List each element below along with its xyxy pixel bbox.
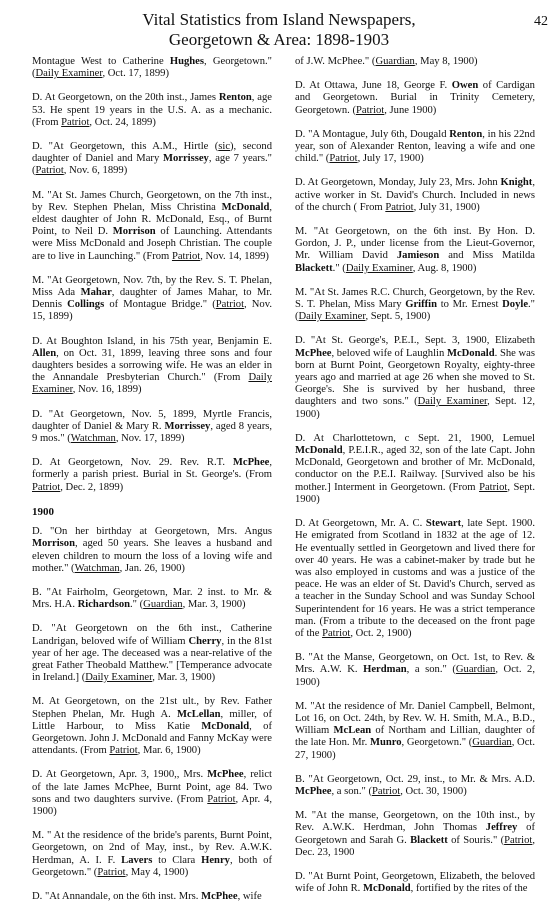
entry-source: Watchman <box>74 562 120 574</box>
entry-source: Patriot <box>109 745 138 757</box>
page-title <box>0 10 558 50</box>
entry-text: D. "At Georgetown, Nov. 5, 1899, Myrtle Francis, daughter of Daniel & Mary R. <box>32 408 272 432</box>
entry <box>295 129 535 166</box>
entry-text: M. "At Georgetown, Nov. 7th, by the Rev. S. T. Phelan, Miss Ada <box>32 274 272 299</box>
entry <box>32 457 272 494</box>
entry-text: , Sept. 12, 1900) <box>295 396 536 420</box>
entry-surname: McPhee <box>207 769 244 781</box>
entry-text: M. "At the manse, Georgetown, on the 10th inst., by Rev. A.W.K. Herdman, John Thomas <box>295 810 535 834</box>
entry-text: of Northam and Lillian, daughter of the late Hon. Mr. <box>295 725 535 749</box>
entry-text: , Nov. 6, 1899) <box>63 165 128 177</box>
entry <box>32 769 272 818</box>
entry-text: , fortified by the rites of the <box>410 883 528 895</box>
entry-text: , July 17, 1900) <box>357 153 424 165</box>
entry-text: D. "At Annandale, on the 6th inst. Mrs. <box>32 890 202 902</box>
entry-surname: Doyle <box>502 299 529 311</box>
entry-text: , beloved wife of Laughlin <box>331 347 447 359</box>
entry-surname: Owen <box>451 80 479 92</box>
entry-text: D. "At Georgetown on the 6th inst., Catherine Landrigan, beloved wife of William <box>32 623 272 647</box>
entry-text: , on Oct. 31, 1899, leaving three sons and four daughters besides a sorrowing wife. He was an elder in the Annandale Presbyterian Church." (From <box>32 347 272 384</box>
left-entries <box>32 56 272 494</box>
entry-text: D. At Georgetown, Nov. 29. Rev. R.T. <box>32 457 233 469</box>
entry-text: , Apr. 4, 1900) <box>32 793 272 817</box>
entry-surname: McLean <box>333 725 372 737</box>
entry <box>295 810 535 859</box>
entry-text: D. At Georgetown, Mr. A. C. <box>295 518 426 530</box>
entry-surname: McDonald <box>201 720 250 732</box>
entry-text: , late Sept. 1900. He emigrated from Scotland in 1832 at the age of 12. He eventually settled in Georgetown and lived there for over 40 years. He was a cabinet-maker by trade but he was also employed in customs and was a justice of the peace. He was an elder of St. David's Church, served as a teacher in the Sunday School and was Sunday School Superintendent for 16 years. He was a strict temperance man. (From a tribute to the deceased on the front page of the <box>295 518 535 639</box>
entry <box>32 141 272 178</box>
entry-text: of Montague Bridge." ( <box>104 299 216 311</box>
entry-surname: McPhee <box>295 347 332 359</box>
entry-surname: Allen <box>32 347 57 359</box>
entry <box>32 696 272 757</box>
entry-text: , Nov. 15, 1899) <box>32 299 272 323</box>
entry-source: Patriot <box>479 481 508 493</box>
entry <box>32 830 272 879</box>
entry-surname: Mahar <box>80 287 112 299</box>
entry-text: ." ( <box>130 599 144 611</box>
entry-text: , Georgetown." ( <box>401 737 473 749</box>
entry-text: , miller, of Little Harbour, to Miss Katie <box>32 708 272 732</box>
entry-surname: Jamieson <box>396 250 440 262</box>
entry-text: , Oct. 2, 1900) <box>350 627 412 639</box>
entry-source: Patriot <box>371 785 401 797</box>
entry-text: , Dec. 2, 1899) <box>60 481 124 493</box>
entry-surname: Blackett <box>295 262 333 274</box>
entry-text: , wife <box>237 890 262 902</box>
entry-text: , Sept. 1900) <box>295 481 535 505</box>
entry-text: , age 53. He spent 19 years in the U.S. A. as a mechanic. (From <box>32 92 272 128</box>
entry-source: Guardian <box>375 56 415 67</box>
entry-text: D. "At Georgetown, this A.M., Hirtle ( <box>32 141 219 153</box>
entry-surname: Morrison <box>112 226 156 238</box>
entry <box>295 177 535 214</box>
entry-source: Daily Examiner <box>417 396 488 408</box>
entry-surname: Henry <box>201 854 230 866</box>
entry-text: , July 31, 1900) <box>413 201 480 213</box>
entry-surname: Stewart <box>425 518 462 530</box>
entry <box>295 287 535 324</box>
entry <box>295 774 535 798</box>
entry-text: , May 8, 1900) <box>414 56 478 67</box>
entry-text: of Launching. Attendants were Miss McDonald and Joseph Christian. The couple are to live in Launching." (From <box>32 226 272 262</box>
entry-source: Watchman <box>70 433 116 445</box>
entry-text: of J.W. McPhee." ( <box>295 56 376 67</box>
entry-text: of Georgetown and Sarah G. <box>295 822 535 846</box>
entry-source: Daily Examiner <box>32 372 272 396</box>
entry <box>295 871 535 895</box>
entry-surname: Lavers <box>121 854 153 866</box>
entry-text: , P.E.I.R., aged 32, son of the late Capt. John McDonald, Georgetown and brother of Mr. McDonald, conductor on the P.E.I. Railway. [Survived also be his mother.] Interment in Georgetown. (From <box>295 445 535 493</box>
entry-text: , Georgetown." ( <box>32 56 272 80</box>
entry-surname: Morrissey <box>164 420 211 432</box>
entry-source: Patriot <box>385 201 414 213</box>
entry-source: Daily Examiner <box>85 672 153 684</box>
title-line-1: Vital Statistics from Island Newspapers, <box>142 10 416 29</box>
entry-surname: Knight <box>500 177 533 189</box>
entry-text: M. "At Georgetown, on the 6th inst. By Hon. D. Gordon, J. P., under license from the Lieut-Governor, Mr. William David <box>295 226 535 262</box>
entry-text: , active worker in St. David's Church. Included in news of the church ( From <box>295 177 535 213</box>
entry-text: , a son." ( <box>331 785 372 797</box>
entry-text: , Jan. 26, 1900) <box>119 562 185 574</box>
entry-text: Montague West to Catherine <box>32 56 170 67</box>
entry-text: , aged 8 years, 9 mos." ( <box>32 420 272 445</box>
entry <box>295 652 535 689</box>
entry-source: Patriot <box>207 793 236 805</box>
entry-text: , formerly a parish priest. Burial in St. George's. (From <box>32 457 272 481</box>
year-heading: 1900 <box>32 505 54 518</box>
entry-source: Patriot <box>356 104 385 116</box>
entry-source: Patriot <box>504 834 533 846</box>
entry-text: , both of Georgetown." ( <box>32 854 272 878</box>
entry <box>32 409 272 446</box>
entry <box>295 518 535 640</box>
entry-surname: Morrison <box>32 538 75 550</box>
entry-text: D. At Georgetown, on the 20th inst., James <box>32 92 219 104</box>
entry-text: B. "At the Manse, Georgetown, on Oct. 1st, to Rev. & Mrs. A.W. K. <box>295 652 535 676</box>
entry-text: M. "At St. James R.C. Church, Georgetown, by the Rev. S. T. Phelan, Miss Mary <box>295 286 535 311</box>
entry-source: Guardian <box>472 737 512 749</box>
entry-text: , Sept. 5, 1900) <box>365 311 431 323</box>
entry-surname: McPhee <box>232 457 270 469</box>
entry-text: M. "At the residence of Mr. Daniel Campbell, Belmont, Lot 16, on Oct. 24th, by Rev. W. H. Smith, M.A., B.D., William <box>295 700 535 737</box>
entry-source: Patriot <box>215 299 245 311</box>
right-entries <box>295 56 535 895</box>
entry-text: D. At Georgetown, Apr. 3, 1900,, Mrs. <box>32 769 208 781</box>
entry-surname: Renton <box>449 128 483 140</box>
entry-surname: McLellan <box>177 708 221 720</box>
entry-text: D. "A Montague, July 6th, Dougald <box>295 128 450 140</box>
entry-surname: McPhee <box>201 890 238 902</box>
entry-text: . She was born at Burnt Point, Georgetown Royalty, eighty-three years ago and married at age 26 when she moved to St. George's. She is survived by her husband, three daughters and two sons." ( <box>295 347 535 408</box>
page-number: 42 <box>534 14 548 29</box>
entry <box>295 226 535 275</box>
entry-text: , Mar. 6, 1900) <box>137 745 201 757</box>
entry-source: Patriot <box>35 165 64 177</box>
entry-text: , of Georgetown. John J. McDonald and Fanny McKay were attendants. (From <box>32 720 272 757</box>
entry-text: , Mar. 3, 1900) <box>182 599 246 611</box>
entry <box>32 336 272 397</box>
entry-text: , Oct. 24, 1899) <box>89 116 156 128</box>
entry-text: D. At Ottawa, June 18, George F. <box>295 80 452 92</box>
entry <box>295 701 535 762</box>
entry <box>295 433 535 506</box>
entry <box>32 190 272 263</box>
entry-surname: Cherry <box>188 635 222 647</box>
entry-text: ), second daughter of Daniel and Mary <box>32 141 272 165</box>
entry-text: D. At Boughton Island, in his 75th year, Benjamin E. <box>32 335 272 347</box>
entry-sic: sic <box>218 141 231 153</box>
entry <box>32 891 272 903</box>
entry-text: , in the 81st year of her age. The deceased was a near-relative of the great Father Theobald Matthew." [Temperance advocate in Ireland.] ( <box>32 635 272 684</box>
entry-surname: Hughes <box>169 56 205 67</box>
right-column <box>295 56 535 907</box>
entry-source: Guardian <box>143 599 183 611</box>
entry <box>295 335 535 420</box>
entry-source: Patriot <box>61 116 90 128</box>
entry-text: D. At Georgetown, Monday, July 23, Mrs. John <box>295 177 501 189</box>
entry-surname: McDonald <box>362 883 411 895</box>
entry <box>32 56 272 80</box>
entry <box>32 526 272 575</box>
entry <box>32 587 272 611</box>
entry <box>32 623 272 684</box>
entry-text: , June 1900) <box>384 104 437 116</box>
entry-text: , Dec. 23, 1900 <box>295 834 535 858</box>
entry-text: D. "At St. George's, P.E.I., Sept. 3, 1900, Elizabeth <box>295 335 535 347</box>
entry-source: Patriot <box>97 866 126 878</box>
entry-text: of Cardigan and Georgetown. Burial in Trinity Cemetery, Georgetown. ( <box>295 80 535 116</box>
entry-text: , Nov. 17, 1899) <box>115 433 185 445</box>
entry-text: to Mr. Ernest <box>437 299 503 311</box>
entry <box>32 92 272 129</box>
entry-text: , a son." ( <box>406 664 456 676</box>
entry-text: M. "At St. James Church, Georgetown, on the 7th inst., by Rev. Stephen Phelan, Miss Christina <box>32 189 272 213</box>
entry-text: , Nov. 14, 1899) <box>200 250 269 262</box>
entry-source: Patriot <box>329 153 358 165</box>
entry-text: D. "At Burnt Point, Georgetown, Elizabeth, the beloved wife of John R. <box>295 870 535 895</box>
entry-text: , age 7 years." ( <box>32 153 272 177</box>
entry-text: D. "On her birthday at Georgetown, Mrs. Angus <box>32 526 272 538</box>
title-line-2: Georgetown & Area: 1898-1903 <box>168 30 390 49</box>
entry-text: M. " At the residence of the bride's parents, Burnt Point, Georgetown, on 2nd of May, inst., by Rev. A.W.K. Herdman, A. I. F. <box>32 830 272 866</box>
entry-surname: Blackett <box>410 834 448 846</box>
entry-text: D. At Charlottetown, c Sept. 21, 1900, Lemuel <box>295 432 535 444</box>
entry-text: to Clara <box>152 854 202 866</box>
entry-text: M. At Georgetown, on the 21st ult., by Rev. Father Stephen Phelan, Mr. Hugh A. <box>32 696 272 720</box>
entry-text: and Miss Matilda <box>439 250 535 262</box>
entry-text: , Oct. 2, 1900) <box>295 664 535 688</box>
entry-text: , Oct. 30, 1900) <box>400 785 467 797</box>
entry-source: Guardian <box>455 664 496 676</box>
entry-source: Daily Examiner <box>345 262 413 274</box>
entry-text: , Nov. 16, 1899) <box>72 384 142 396</box>
entry-text: , daughter of James Mahar, to Mr. Dennis <box>32 287 272 311</box>
entry-source: Daily Examiner <box>35 68 103 80</box>
entry-text: B. "At Georgetown, Oct. 29, inst., to Mr. & Mrs. A.D. <box>295 773 535 785</box>
entry-surname: McDonald <box>446 347 495 359</box>
entry-source: Daily Examiner <box>298 311 366 323</box>
entry-surname: Collings <box>67 299 105 311</box>
entry-text: , Oct. 27, 1900) <box>295 737 535 761</box>
entry-surname: Richardson <box>77 599 131 611</box>
entry-surname: Munro <box>369 737 402 749</box>
entry-surname: McDonald <box>221 201 270 213</box>
left-entries-1900 <box>32 526 272 903</box>
entry-surname: Jeffrey <box>485 822 518 834</box>
entry-text: , Oct. 17, 1899) <box>102 68 169 80</box>
entry-surname: McPhee <box>295 785 332 797</box>
entry-text: of Souris." ( <box>447 834 505 846</box>
entry-text: , relict of the late James McPhee, Burnt Point, age 84. Two sons and two daughters survive. (From <box>32 769 272 805</box>
entry-source: Patriot <box>171 250 201 262</box>
entry-source: Patriot <box>322 627 351 639</box>
entry-surname: Renton <box>218 92 252 104</box>
entry-text: , Aug. 8, 1900) <box>412 262 477 274</box>
left-column <box>32 56 272 915</box>
entry-text: ." ( <box>295 299 535 323</box>
entry-source: Patriot <box>32 481 61 493</box>
entry-text: , in his 22nd year, son of Alexander Renton, leaving a wife and one child." ( <box>295 128 535 165</box>
entry-text: B. "At Fairholm, Georgetown, Mar. 2 inst. to Mr. & Mrs. H.A. <box>32 586 272 611</box>
entry-surname: McDonald <box>295 445 343 457</box>
entry <box>32 275 272 324</box>
entry-text: ." ( <box>332 262 346 274</box>
entry-text: , eldest daughter of John R. McDonald, Esq., of Burnt Point, to Neil D. <box>32 201 272 238</box>
entry <box>295 80 535 117</box>
entry-surname: Griffin <box>405 299 437 311</box>
entry <box>295 56 535 68</box>
entry-text: , aged 50 years. She leaves a husband and eleven children to mourn the loss of a loving wife and mother." ( <box>32 538 272 574</box>
entry-text: , May 4, 1900) <box>125 866 189 878</box>
entry-surname: Morrissey <box>162 153 209 165</box>
entry-text: , Mar. 3, 1900) <box>152 672 216 684</box>
entry-surname: Herdman <box>363 664 407 676</box>
